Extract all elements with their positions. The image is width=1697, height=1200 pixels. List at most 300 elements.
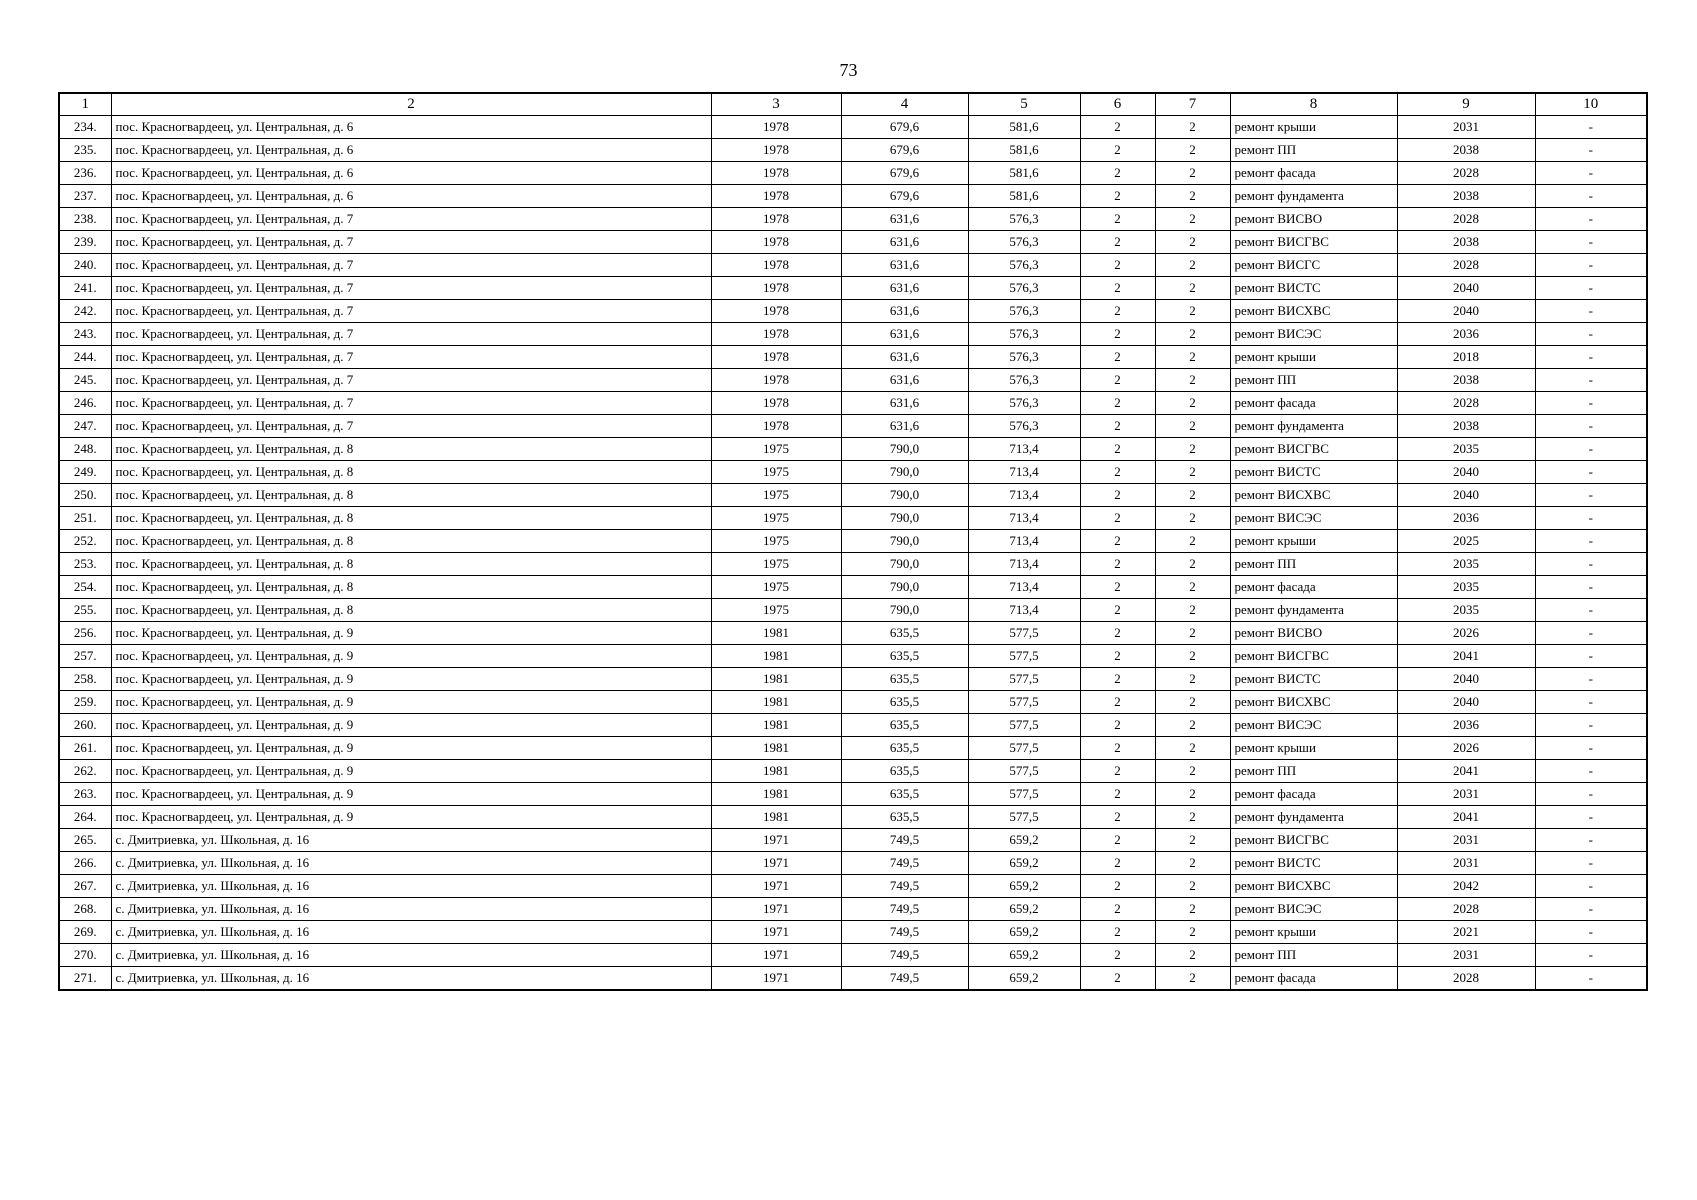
entrances-cell: 2 <box>1155 346 1230 369</box>
living-area-cell: 581,6 <box>968 139 1080 162</box>
table-row <box>59 185 1647 208</box>
living-area-cell: 577,5 <box>968 645 1080 668</box>
note-cell: - <box>1535 277 1647 300</box>
row-number: 242. <box>59 300 111 323</box>
plan-year-cell: 2028 <box>1397 254 1535 277</box>
work-type-cell: ремонт ВИСГВС <box>1230 231 1397 254</box>
plan-year-cell: 2040 <box>1397 668 1535 691</box>
plan-year-cell: 2031 <box>1397 783 1535 806</box>
living-area-cell: 576,3 <box>968 392 1080 415</box>
total-area-cell: 635,5 <box>841 806 968 829</box>
table-row <box>59 231 1647 254</box>
build-year-cell: 1981 <box>711 668 841 691</box>
entrances-cell: 2 <box>1155 231 1230 254</box>
table-row <box>59 806 1647 829</box>
build-year-cell: 1971 <box>711 898 841 921</box>
plan-year-cell: 2028 <box>1397 898 1535 921</box>
entrances-cell: 2 <box>1155 553 1230 576</box>
entrances-cell: 2 <box>1155 438 1230 461</box>
floors-cell: 2 <box>1080 645 1155 668</box>
build-year-cell: 1978 <box>711 415 841 438</box>
note-cell: - <box>1535 300 1647 323</box>
build-year-cell: 1975 <box>711 461 841 484</box>
address-cell: пос. Красногвардеец, ул. Центральная, д. 6 <box>111 162 711 185</box>
total-area-cell: 635,5 <box>841 737 968 760</box>
row-number: 265. <box>59 829 111 852</box>
table-row <box>59 369 1647 392</box>
total-area-cell: 631,6 <box>841 369 968 392</box>
work-type-cell: ремонт фундамента <box>1230 185 1397 208</box>
total-area-cell: 790,0 <box>841 461 968 484</box>
plan-year-cell: 2041 <box>1397 645 1535 668</box>
row-number: 257. <box>59 645 111 668</box>
address-cell: с. Дмитриевка, ул. Школьная, д. 16 <box>111 875 711 898</box>
column-header-total-area: 4 <box>841 93 968 116</box>
floors-cell: 2 <box>1080 346 1155 369</box>
build-year-cell: 1975 <box>711 553 841 576</box>
work-type-cell: ремонт фундамента <box>1230 415 1397 438</box>
note-cell: - <box>1535 254 1647 277</box>
plan-year-cell: 2040 <box>1397 484 1535 507</box>
entrances-cell: 2 <box>1155 691 1230 714</box>
plan-year-cell: 2040 <box>1397 277 1535 300</box>
work-type-cell: ремонт ВИСТС <box>1230 852 1397 875</box>
floors-cell: 2 <box>1080 277 1155 300</box>
entrances-cell: 2 <box>1155 369 1230 392</box>
row-number: 262. <box>59 760 111 783</box>
note-cell: - <box>1535 576 1647 599</box>
row-number: 236. <box>59 162 111 185</box>
total-area-cell: 749,5 <box>841 852 968 875</box>
entrances-cell: 2 <box>1155 300 1230 323</box>
build-year-cell: 1978 <box>711 139 841 162</box>
address-cell: пос. Красногвардеец, ул. Центральная, д. 7 <box>111 254 711 277</box>
work-type-cell: ремонт фасада <box>1230 162 1397 185</box>
floors-cell: 2 <box>1080 231 1155 254</box>
work-type-cell: ремонт крыши <box>1230 737 1397 760</box>
floors-cell: 2 <box>1080 875 1155 898</box>
plan-year-cell: 2035 <box>1397 599 1535 622</box>
living-area-cell: 581,6 <box>968 116 1080 139</box>
total-area-cell: 749,5 <box>841 898 968 921</box>
note-cell: - <box>1535 829 1647 852</box>
floors-cell: 2 <box>1080 691 1155 714</box>
floors-cell: 2 <box>1080 806 1155 829</box>
row-number: 268. <box>59 898 111 921</box>
row-number: 271. <box>59 967 111 991</box>
note-cell: - <box>1535 208 1647 231</box>
address-cell: пос. Красногвардеец, ул. Центральная, д. 7 <box>111 323 711 346</box>
note-cell: - <box>1535 346 1647 369</box>
living-area-cell: 713,4 <box>968 599 1080 622</box>
address-cell: пос. Красногвардеец, ул. Центральная, д. 9 <box>111 622 711 645</box>
column-header-floors: 6 <box>1080 93 1155 116</box>
row-number: 237. <box>59 185 111 208</box>
build-year-cell: 1975 <box>711 599 841 622</box>
table-row <box>59 967 1647 991</box>
total-area-cell: 790,0 <box>841 599 968 622</box>
build-year-cell: 1978 <box>711 323 841 346</box>
note-cell: - <box>1535 185 1647 208</box>
note-cell: - <box>1535 852 1647 875</box>
floors-cell: 2 <box>1080 829 1155 852</box>
entrances-cell: 2 <box>1155 162 1230 185</box>
total-area-cell: 790,0 <box>841 484 968 507</box>
build-year-cell: 1971 <box>711 829 841 852</box>
address-cell: пос. Красногвардеец, ул. Центральная, д. 9 <box>111 645 711 668</box>
table-row <box>59 346 1647 369</box>
build-year-cell: 1975 <box>711 576 841 599</box>
table-row <box>59 300 1647 323</box>
entrances-cell: 2 <box>1155 208 1230 231</box>
table-row <box>59 139 1647 162</box>
total-area-cell: 749,5 <box>841 829 968 852</box>
total-area-cell: 631,6 <box>841 346 968 369</box>
work-type-cell: ремонт ВИСТС <box>1230 668 1397 691</box>
living-area-cell: 659,2 <box>968 921 1080 944</box>
living-area-cell: 577,5 <box>968 668 1080 691</box>
work-type-cell: ремонт ВИСВО <box>1230 208 1397 231</box>
note-cell: - <box>1535 162 1647 185</box>
living-area-cell: 577,5 <box>968 783 1080 806</box>
living-area-cell: 659,2 <box>968 829 1080 852</box>
plan-year-cell: 2035 <box>1397 553 1535 576</box>
plan-year-cell: 2026 <box>1397 622 1535 645</box>
note-cell: - <box>1535 530 1647 553</box>
floors-cell: 2 <box>1080 162 1155 185</box>
build-year-cell: 1971 <box>711 967 841 991</box>
work-type-cell: ремонт ВИСГВС <box>1230 438 1397 461</box>
row-number: 264. <box>59 806 111 829</box>
work-type-cell: ремонт ПП <box>1230 944 1397 967</box>
note-cell: - <box>1535 392 1647 415</box>
note-cell: - <box>1535 898 1647 921</box>
entrances-cell: 2 <box>1155 484 1230 507</box>
plan-year-cell: 2041 <box>1397 806 1535 829</box>
note-cell: - <box>1535 783 1647 806</box>
address-cell: с. Дмитриевка, ул. Школьная, д. 16 <box>111 852 711 875</box>
entrances-cell: 2 <box>1155 507 1230 530</box>
floors-cell: 2 <box>1080 967 1155 991</box>
build-year-cell: 1971 <box>711 944 841 967</box>
note-cell: - <box>1535 323 1647 346</box>
address-cell: пос. Красногвардеец, ул. Центральная, д. 7 <box>111 369 711 392</box>
table-row <box>59 461 1647 484</box>
address-cell: с. Дмитриевка, ул. Школьная, д. 16 <box>111 829 711 852</box>
total-area-cell: 749,5 <box>841 921 968 944</box>
entrances-cell: 2 <box>1155 668 1230 691</box>
table-row <box>59 530 1647 553</box>
table-row <box>59 116 1647 139</box>
column-header-number: 1 <box>59 93 111 116</box>
address-cell: пос. Красногвардеец, ул. Центральная, д. 9 <box>111 760 711 783</box>
note-cell: - <box>1535 737 1647 760</box>
entrances-cell: 2 <box>1155 622 1230 645</box>
row-number: 248. <box>59 438 111 461</box>
address-cell: пос. Красногвардеец, ул. Центральная, д. 9 <box>111 714 711 737</box>
table-row <box>59 760 1647 783</box>
note-cell: - <box>1535 369 1647 392</box>
floors-cell: 2 <box>1080 921 1155 944</box>
entrances-cell: 2 <box>1155 576 1230 599</box>
note-cell: - <box>1535 438 1647 461</box>
entrances-cell: 2 <box>1155 254 1230 277</box>
work-type-cell: ремонт крыши <box>1230 921 1397 944</box>
floors-cell: 2 <box>1080 553 1155 576</box>
address-cell: с. Дмитриевка, ул. Школьная, д. 16 <box>111 921 711 944</box>
table-row <box>59 875 1647 898</box>
plan-year-cell: 2041 <box>1397 760 1535 783</box>
floors-cell: 2 <box>1080 599 1155 622</box>
note-cell: - <box>1535 231 1647 254</box>
plan-year-cell: 2036 <box>1397 507 1535 530</box>
entrances-cell: 2 <box>1155 875 1230 898</box>
total-area-cell: 635,5 <box>841 691 968 714</box>
living-area-cell: 713,4 <box>968 530 1080 553</box>
entrances-cell: 2 <box>1155 392 1230 415</box>
row-number: 240. <box>59 254 111 277</box>
plan-year-cell: 2018 <box>1397 346 1535 369</box>
address-cell: пос. Красногвардеец, ул. Центральная, д. 7 <box>111 300 711 323</box>
floors-cell: 2 <box>1080 852 1155 875</box>
plan-year-cell: 2025 <box>1397 530 1535 553</box>
plan-year-cell: 2038 <box>1397 415 1535 438</box>
plan-year-cell: 2036 <box>1397 714 1535 737</box>
total-area-cell: 749,5 <box>841 967 968 991</box>
entrances-cell: 2 <box>1155 415 1230 438</box>
row-number: 255. <box>59 599 111 622</box>
plan-year-cell: 2035 <box>1397 576 1535 599</box>
living-area-cell: 576,3 <box>968 323 1080 346</box>
address-cell: пос. Красногвардеец, ул. Центральная, д. 7 <box>111 277 711 300</box>
entrances-cell: 2 <box>1155 829 1230 852</box>
living-area-cell: 713,4 <box>968 484 1080 507</box>
address-cell: пос. Красногвардеец, ул. Центральная, д. 8 <box>111 438 711 461</box>
floors-cell: 2 <box>1080 668 1155 691</box>
work-type-cell: ремонт крыши <box>1230 116 1397 139</box>
entrances-cell: 2 <box>1155 898 1230 921</box>
work-type-cell: ремонт ВИСЭС <box>1230 507 1397 530</box>
row-number: 239. <box>59 231 111 254</box>
address-cell: пос. Красногвардеец, ул. Центральная, д. 9 <box>111 806 711 829</box>
page-number: 73 <box>839 60 858 80</box>
total-area-cell: 790,0 <box>841 530 968 553</box>
build-year-cell: 1981 <box>711 714 841 737</box>
table-row <box>59 599 1647 622</box>
living-area-cell: 577,5 <box>968 737 1080 760</box>
build-year-cell: 1971 <box>711 875 841 898</box>
note-cell: - <box>1535 139 1647 162</box>
entrances-cell: 2 <box>1155 806 1230 829</box>
address-cell: с. Дмитриевка, ул. Школьная, д. 16 <box>111 944 711 967</box>
table-row <box>59 829 1647 852</box>
entrances-cell: 2 <box>1155 277 1230 300</box>
address-cell: пос. Красногвардеец, ул. Центральная, д. 6 <box>111 185 711 208</box>
build-year-cell: 1981 <box>711 645 841 668</box>
floors-cell: 2 <box>1080 369 1155 392</box>
floors-cell: 2 <box>1080 254 1155 277</box>
row-number: 251. <box>59 507 111 530</box>
floors-cell: 2 <box>1080 323 1155 346</box>
table-row <box>59 507 1647 530</box>
table-row <box>59 944 1647 967</box>
address-cell: пос. Красногвардеец, ул. Центральная, д. 9 <box>111 691 711 714</box>
table-row <box>59 208 1647 231</box>
work-type-cell: ремонт ПП <box>1230 139 1397 162</box>
living-area-cell: 576,3 <box>968 231 1080 254</box>
table-row <box>59 783 1647 806</box>
work-type-cell: ремонт ПП <box>1230 553 1397 576</box>
build-year-cell: 1978 <box>711 162 841 185</box>
plan-year-cell: 2038 <box>1397 185 1535 208</box>
floors-cell: 2 <box>1080 185 1155 208</box>
table-row <box>59 484 1647 507</box>
table-row <box>59 714 1647 737</box>
address-cell: пос. Красногвардеец, ул. Центральная, д. 7 <box>111 346 711 369</box>
row-number: 259. <box>59 691 111 714</box>
column-header-address: 2 <box>111 93 711 116</box>
entrances-cell: 2 <box>1155 323 1230 346</box>
column-header-living-area: 5 <box>968 93 1080 116</box>
column-header-work-type: 8 <box>1230 93 1397 116</box>
work-type-cell: ремонт ПП <box>1230 369 1397 392</box>
living-area-cell: 576,3 <box>968 415 1080 438</box>
note-cell: - <box>1535 484 1647 507</box>
table-row <box>59 415 1647 438</box>
living-area-cell: 576,3 <box>968 300 1080 323</box>
work-type-cell: ремонт фундамента <box>1230 806 1397 829</box>
table-row <box>59 737 1647 760</box>
row-number: 235. <box>59 139 111 162</box>
living-area-cell: 576,3 <box>968 346 1080 369</box>
living-area-cell: 576,3 <box>968 208 1080 231</box>
table-row <box>59 898 1647 921</box>
address-cell: пос. Красногвардеец, ул. Центральная, д. 8 <box>111 576 711 599</box>
row-number: 266. <box>59 852 111 875</box>
row-number: 247. <box>59 415 111 438</box>
row-number: 245. <box>59 369 111 392</box>
plan-year-cell: 2035 <box>1397 438 1535 461</box>
address-cell: пос. Красногвардеец, ул. Центральная, д. 8 <box>111 507 711 530</box>
total-area-cell: 635,5 <box>841 760 968 783</box>
table-row <box>59 691 1647 714</box>
address-cell: пос. Красногвардеец, ул. Центральная, д. 8 <box>111 553 711 576</box>
total-area-cell: 635,5 <box>841 714 968 737</box>
build-year-cell: 1978 <box>711 300 841 323</box>
table-row <box>59 162 1647 185</box>
floors-cell: 2 <box>1080 415 1155 438</box>
row-number: 270. <box>59 944 111 967</box>
living-area-cell: 577,5 <box>968 760 1080 783</box>
note-cell: - <box>1535 622 1647 645</box>
living-area-cell: 576,3 <box>968 254 1080 277</box>
total-area-cell: 790,0 <box>841 553 968 576</box>
build-year-cell: 1981 <box>711 806 841 829</box>
plan-year-cell: 2028 <box>1397 162 1535 185</box>
work-type-cell: ремонт фасада <box>1230 783 1397 806</box>
plan-year-cell: 2031 <box>1397 116 1535 139</box>
build-year-cell: 1971 <box>711 921 841 944</box>
table-row <box>59 323 1647 346</box>
total-area-cell: 635,5 <box>841 668 968 691</box>
table-row <box>59 852 1647 875</box>
note-cell: - <box>1535 714 1647 737</box>
table-row <box>59 576 1647 599</box>
row-number: 260. <box>59 714 111 737</box>
note-cell: - <box>1535 921 1647 944</box>
column-header-year: 3 <box>711 93 841 116</box>
note-cell: - <box>1535 461 1647 484</box>
floors-cell: 2 <box>1080 139 1155 162</box>
plan-year-cell: 2042 <box>1397 875 1535 898</box>
living-area-cell: 576,3 <box>968 369 1080 392</box>
plan-year-cell: 2040 <box>1397 461 1535 484</box>
build-year-cell: 1975 <box>711 484 841 507</box>
total-area-cell: 635,5 <box>841 645 968 668</box>
living-area-cell: 713,4 <box>968 553 1080 576</box>
living-area-cell: 713,4 <box>968 576 1080 599</box>
floors-cell: 2 <box>1080 507 1155 530</box>
total-area-cell: 790,0 <box>841 438 968 461</box>
total-area-cell: 790,0 <box>841 576 968 599</box>
note-cell: - <box>1535 967 1647 991</box>
address-cell: пос. Красногвардеец, ул. Центральная, д. 8 <box>111 599 711 622</box>
column-header-plan-year: 9 <box>1397 93 1535 116</box>
table-row <box>59 645 1647 668</box>
entrances-cell: 2 <box>1155 461 1230 484</box>
row-number: 238. <box>59 208 111 231</box>
living-area-cell: 577,5 <box>968 714 1080 737</box>
note-cell: - <box>1535 553 1647 576</box>
row-number: 261. <box>59 737 111 760</box>
build-year-cell: 1978 <box>711 369 841 392</box>
plan-year-cell: 2036 <box>1397 323 1535 346</box>
living-area-cell: 713,4 <box>968 461 1080 484</box>
plan-year-cell: 2040 <box>1397 300 1535 323</box>
living-area-cell: 576,3 <box>968 277 1080 300</box>
plan-year-cell: 2038 <box>1397 369 1535 392</box>
build-year-cell: 1978 <box>711 116 841 139</box>
row-number: 263. <box>59 783 111 806</box>
entrances-cell: 2 <box>1155 116 1230 139</box>
living-area-cell: 713,4 <box>968 507 1080 530</box>
row-number: 267. <box>59 875 111 898</box>
total-area-cell: 635,5 <box>841 622 968 645</box>
row-number: 244. <box>59 346 111 369</box>
build-year-cell: 1975 <box>711 438 841 461</box>
total-area-cell: 679,6 <box>841 116 968 139</box>
total-area-cell: 631,6 <box>841 277 968 300</box>
floors-cell: 2 <box>1080 116 1155 139</box>
row-number: 258. <box>59 668 111 691</box>
total-area-cell: 749,5 <box>841 944 968 967</box>
row-number: 252. <box>59 530 111 553</box>
row-number: 241. <box>59 277 111 300</box>
work-type-cell: ремонт ПП <box>1230 760 1397 783</box>
work-type-cell: ремонт ВИСХВС <box>1230 691 1397 714</box>
total-area-cell: 631,6 <box>841 208 968 231</box>
total-area-cell: 749,5 <box>841 875 968 898</box>
work-type-cell: ремонт ВИСГВС <box>1230 645 1397 668</box>
row-number: 256. <box>59 622 111 645</box>
living-area-cell: 577,5 <box>968 691 1080 714</box>
floors-cell: 2 <box>1080 783 1155 806</box>
build-year-cell: 1978 <box>711 231 841 254</box>
table-header-row <box>59 93 1647 116</box>
build-year-cell: 1978 <box>711 277 841 300</box>
table-row <box>59 921 1647 944</box>
entrances-cell: 2 <box>1155 921 1230 944</box>
